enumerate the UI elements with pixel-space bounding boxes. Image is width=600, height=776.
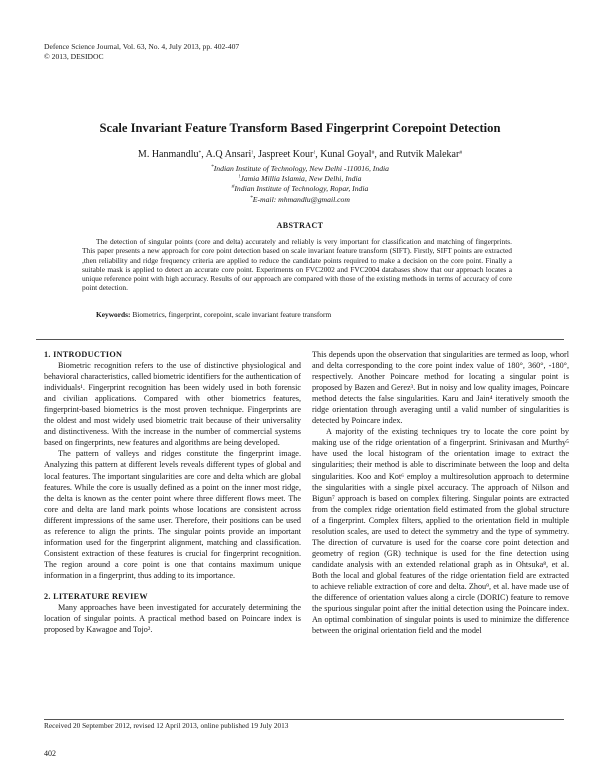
- affiliation-line: [0, 174, 600, 184]
- left-column: [44, 349, 301, 635]
- keywords-text: Biometrics, fingerprint, corepoint, scale invariant feature transform: [132, 310, 332, 319]
- affiliation-line: [0, 195, 600, 205]
- affiliation-mark: !: [238, 174, 241, 181]
- author-name: Rutvik Malekar: [396, 149, 460, 160]
- affiliation-list: [0, 164, 600, 205]
- author-name: M. Hanmandlu: [137, 149, 199, 160]
- author-name: Kunal Goyal: [320, 149, 372, 160]
- paper-title: Scale Invariant Feature Transform Based Fingerprint Corepoint Detection: [99, 121, 501, 135]
- author-mark: !: [251, 150, 254, 156]
- abstract-text: The detection of singular points (core and delta) accurately and reliably is very important for classification and matching of fingerprints. This paper presents a new approach for core point detection based on scale invariant feature transform (SIFT). Firstly, SIFT points are extracted ,then reliability and ridge frequency criteria are applied to reduce the candidate points required to make a decision on the core point. Finally a suitable mask is applied to detect an accurate core point. Experiments on FVC2002 and FVC2004 databases show that our approach locates a unique reference point with high accuracy. Results of our approach are compared with those of the existing methods in terms of accuracy of core point detection.: [82, 237, 512, 293]
- affiliation-text: Indian Institute of Technology, New Delhi -110016, India: [213, 164, 390, 173]
- journal-header: [44, 42, 239, 62]
- author-separator: , and: [374, 149, 397, 160]
- section-heading-literature-review: 2. LITERATURE REVIEW: [44, 591, 148, 601]
- section-heading-introduction: 1. INTRODUCTION: [44, 350, 123, 359]
- paragraph: This depends upon the observation that singularities are termed as loop, whorl and delta corresponding to the core point index value of 180°, 360°, -180°, respectively. Another Poincare method for locating a singular point is proposed by Bazen and Gerez³. But in noisy and low quality images, Poincare method detects the false singularities. Karu and Jain⁴ iteratively smooth the ridge orientation through averaging until a valid number of singularities is detected by Poincare index.: [312, 350, 569, 426]
- header-divider: [36, 339, 564, 340]
- paragraph: Many approaches have been investigated for accurately determining the location of singular points. A practical method based on Poincare index is proposed by Kawagoe and Tojo².: [44, 603, 301, 635]
- abstract-heading: ABSTRACT: [276, 221, 324, 230]
- author-mark: #: [459, 150, 463, 156]
- copyright-line: © 2013, DESIDOC: [44, 52, 104, 61]
- paragraph: A majority of the existing techniques try to locate the core point by making use of the ridge orientation of a fingerprint. Srinivasan and Murthy⁵ have used the local histogram of the orientation image to extract the singularities; their method is able to discriminate between the loop and delta singularities. Koo and Kot⁶ employ a multiresolution approach to determine the singularities with a single pixel accuracy. The approach of Nilson and Bigun⁷ approach is based on complex filtering. Singular points are extracted from the complex ridge orientation field estimated from the global structure of a fingerprint. Complex filters, applied to the orientation field in multiple resolution scales, are used to detect the symmetry and the type of symmetry. The direction of curvature is used for the coarse core point detection and geometry of region (GR) technique is used for the fine detection using candidate analysis with an extended relational graph as in Ohtsuka⁸, et al. Both the local and global features of the ridge orientation field are extracted to achieve reliable extraction of core and delta. Zhou⁹, et al. have made use of the difference of orientation values along a circle (DORIC) feature to remove the spurious singular point after the initial detection using the Poincare index. An optimal combination of singular points is used to minimize the difference between the original orientation field and the model: [312, 427, 569, 636]
- affiliation-line: [0, 164, 600, 174]
- affiliation-mark: *: [250, 194, 253, 201]
- keywords: [96, 310, 331, 319]
- author-mark: !: [313, 150, 316, 156]
- affiliation-mark: #: [231, 184, 235, 191]
- footer-divider: [44, 719, 564, 720]
- paragraph: The pattern of valleys and ridges constitute the fingerprint image. Analyzing this pattern at different levels reveals different types of global and local features. The important singularities are core and delta which are global features. While the core is usually defined as a point on the inner most ridge, the delta is known as the center point where three different flows meet. The core and delta are land mark points whose locations are consistent across different impressions of the same user. Therefore, their positions can be used as reference to align the prints. The singular points provide an important information used for the fingerprint alignment, matching and classification. Consistent extraction of these features is crucial for fingerprint recognition. The region around a core point is one that contains maximum unique information in a fingerprint, thus adding to its importance.: [44, 449, 301, 580]
- affiliation-line: [0, 184, 600, 194]
- affiliation-text: Jamia Millia Islamia, New Delhi, India: [240, 174, 362, 184]
- affiliation-mark: *: [210, 164, 214, 170]
- email-text: E-mail: mhmandlu@gmail.com: [252, 194, 350, 204]
- author-list: [0, 149, 600, 160]
- author-separator: ,: [315, 149, 321, 160]
- affiliation-text: Indian Institute of Technology, Ropar, India: [234, 184, 369, 194]
- page-number: 402: [44, 749, 56, 758]
- received-dates: Received 20 September 2012, revised 12 April 2013, online published 19 July 2013: [44, 721, 289, 730]
- author-separator: ,: [201, 149, 206, 160]
- paragraph: Biometric recognition refers to the use of distinctive physiological and behavioral characteristics, called biometric identifiers for the authentication of individuals¹. Fingerprint recognition has been widely used in both forensic and civilian applications. Compared with other biometrics features, fingerprint-based biometrics is the most proven technique. Fingerprints are the oldest and most widely used biometric trait because of their universality and distinctiveness. With the increase in the number of commercial systems based on fingerprints, new features and algorithms are being developed.: [44, 361, 301, 448]
- journal-citation: Defence Science Journal, Vol. 63, No. 4, July 2013, pp. 402-407: [44, 42, 240, 51]
- author-name: Jaspreet Kour: [258, 149, 314, 160]
- keywords-label: Keywords:: [96, 310, 131, 319]
- author-mark: #: [371, 150, 375, 156]
- author-name: A.Q Ansari: [205, 149, 252, 160]
- right-column: [312, 349, 569, 636]
- author-separator: ,: [253, 149, 259, 160]
- author-mark: *: [198, 150, 202, 156]
